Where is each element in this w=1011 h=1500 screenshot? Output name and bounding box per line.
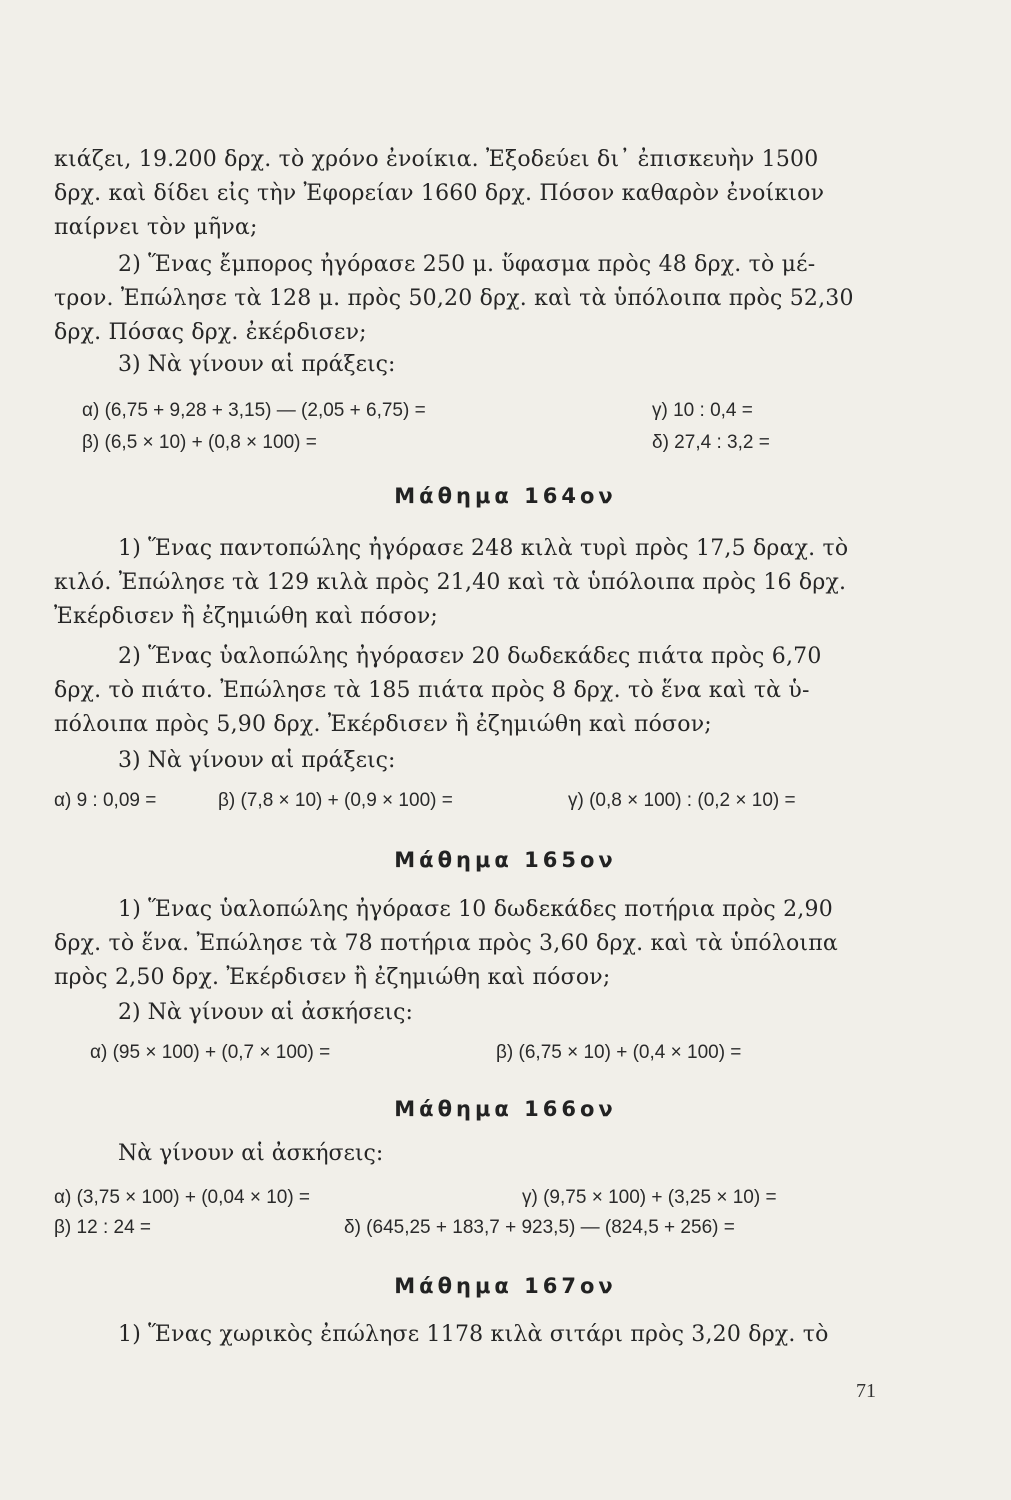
lesson-heading: Μάθημα 165ον: [394, 848, 617, 872]
instruction: 3) Νὰ γίνουν αἱ πράξεις:: [118, 352, 396, 377]
text-line: δρχ. τὸ ἕνα. Ἐπώλησε τὰ 78 ποτήρια πρὸς 3,60 δρχ. καὶ τὰ ὑπόλοιπα: [54, 931, 838, 956]
lesson-heading: Μάθημα 166ον: [394, 1097, 617, 1121]
exercise: β) 12 : 24 =: [54, 1217, 152, 1238]
text-line: δρχ. Πόσας δρχ. ἐκέρδισεν;: [54, 320, 367, 345]
text-line: κιλό. Ἐπώλησε τὰ 129 κιλὰ πρὸς 21,40 καὶ τὰ ὑπόλοιπα πρὸς 16 δρχ.: [54, 570, 847, 595]
text-line: Ἐκέρδισεν ἢ ἐζημιώθη καὶ πόσον;: [54, 604, 439, 629]
exercise: α) 9 : 0,09 =: [54, 790, 157, 811]
instruction: 2) Νὰ γίνουν αἱ ἀσκήσεις:: [118, 1000, 413, 1025]
problem-paragraph: [54, 893, 890, 995]
text-line: πόλοιπα πρὸς 5,90 δρχ. Ἐκέρδισεν ἢ ἐζημιώθη καὶ πόσον;: [54, 712, 712, 737]
instruction: 3) Νὰ γίνουν αἱ πράξεις:: [118, 748, 396, 773]
page-number: 71: [856, 1380, 876, 1402]
lesson-heading: Μάθημα 167ον: [394, 1274, 617, 1298]
exercise: γ) (9,75 × 100) + (3,25 × 10) =: [522, 1187, 777, 1208]
text-line: δρχ. καὶ δίδει εἰς τὴν Ἐφορείαν 1660 δρχ. Πόσον καθαρὸν ἐνοίκιον: [54, 181, 825, 206]
problem-paragraph: [54, 1318, 890, 1352]
exercise: α) (3,75 × 100) + (0,04 × 10) =: [54, 1187, 311, 1208]
instruction: Νὰ γίνουν αἱ ἀσκήσεις:: [118, 1141, 384, 1166]
exercise: β) (6,75 × 10) + (0,4 × 100) =: [496, 1042, 742, 1063]
text-line: 2) Ἕνας ὑαλοπώλης ἠγόρασεν 20 δωδεκάδες πιάτα πρὸς 6,70: [118, 644, 822, 669]
text-line: κιάζει, 19.200 δρχ. τὸ χρόνο ἐνοίκια. Ἐξοδεύει δι᾽ ἐπισκευὴν 1500: [54, 147, 819, 172]
exercise: δ) (645,25 + 183,7 + 923,5) — (824,5 + 256) =: [344, 1217, 735, 1238]
problem-paragraph: [54, 640, 890, 742]
exercise: β) (6,5 × 10) + (0,8 × 100) =: [82, 432, 317, 453]
exercise: α) (6,75 + 9,28 + 3,15) — (2,05 + 6,75) =: [82, 400, 426, 421]
problem-paragraph: [54, 143, 890, 245]
text-line: 1) Ἕνας χωρικὸς ἐπώλησε 1178 κιλὰ σιτάρι πρὸς 3,20 δρχ. τὸ: [118, 1322, 829, 1347]
problem-paragraph: [54, 532, 890, 634]
text-line: 1) Ἕνας παντοπώλης ἠγόρασε 248 κιλὰ τυρὶ πρὸς 17,5 δραχ. τὸ: [118, 536, 849, 561]
problem-paragraph: [54, 248, 890, 350]
text-line: πρὸς 2,50 δρχ. Ἐκέρδισεν ἢ ἐζημιώθη καὶ πόσον;: [54, 965, 611, 990]
text-line: τρον. Ἐπώλησε τὰ 128 μ. πρὸς 50,20 δρχ. καὶ τὰ ὑπόλοιπα πρὸς 52,30: [54, 286, 854, 311]
exercise: γ) 10 : 0,4 =: [652, 400, 753, 421]
text-line: παίρνει τὸν μῆνα;: [54, 215, 258, 240]
text-line: δρχ. τὸ πιάτο. Ἐπώλησε τὰ 185 πιάτα πρὸς 8 δρχ. τὸ ἕνα καὶ τὰ ὑ-: [54, 678, 810, 703]
exercise: β) (7,8 × 10) + (0,9 × 100) =: [218, 790, 453, 811]
text-line: 1) Ἕνας ὑαλοπώλης ἠγόρασε 10 δωδεκάδες ποτήρια πρὸς 2,90: [118, 897, 833, 922]
exercise: γ) (0,8 × 100) : (0,2 × 10) =: [568, 790, 796, 811]
exercise: δ) 27,4 : 3,2 =: [652, 432, 770, 453]
exercise: α) (95 × 100) + (0,7 × 100) =: [90, 1042, 331, 1063]
lesson-heading: Μάθημα 164ον: [394, 484, 617, 508]
text-line: 2) Ἕνας ἔμπορος ἠγόρασε 250 μ. ὕφασμα πρὸς 48 δρχ. τὸ μέ-: [118, 252, 816, 277]
